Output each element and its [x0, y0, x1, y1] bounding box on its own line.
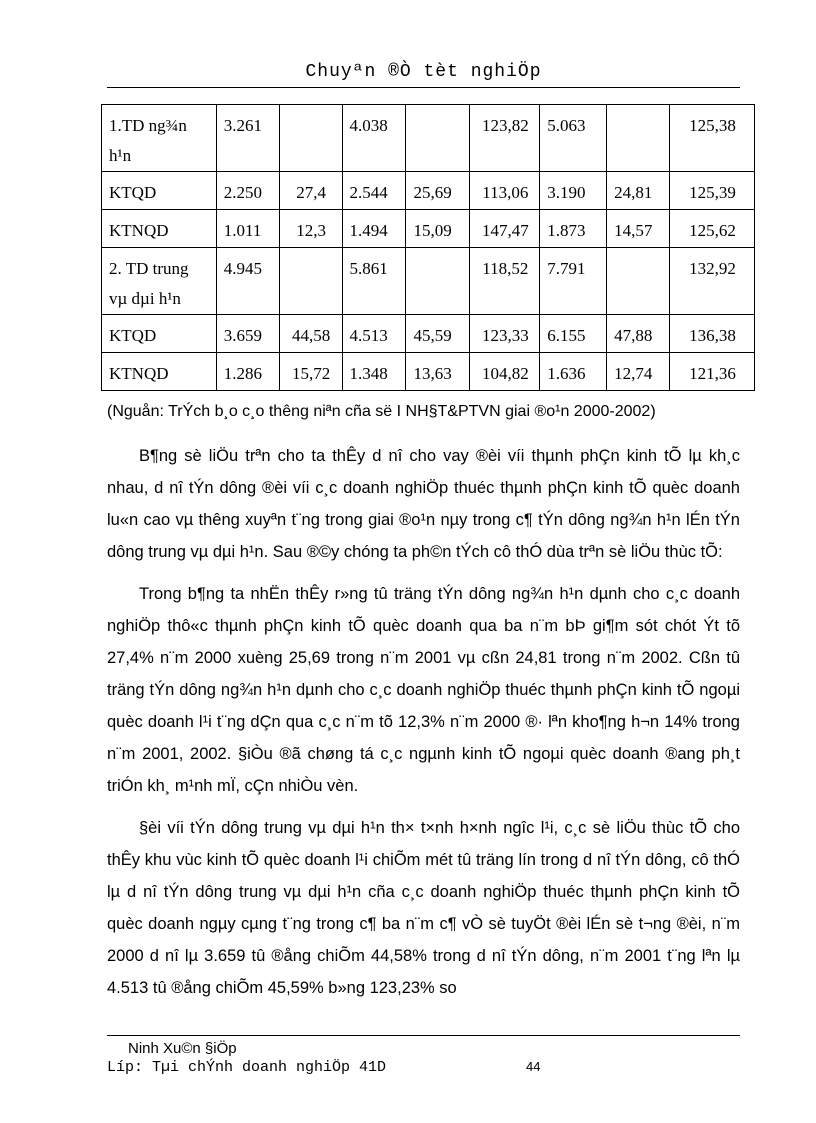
table-cell: 15,72: [279, 353, 342, 391]
row-label: KTQD: [102, 315, 217, 353]
header-divider: [107, 87, 740, 88]
table-cell: 6.155: [540, 315, 607, 353]
table-cell: 113,06: [470, 172, 540, 210]
table-source-note: (Nguån: TrÝch b¸o c¸o thêng niªn cña së I NH§T&PTVN giai ®o¹n 2000-2002): [107, 403, 656, 420]
paragraph: B¶ng sè liÖu trªn cho ta thÊy d nî cho vay ®èi víi thµnh phÇn kinh tÕ lµ kh¸c nhau, d nî tÝn dông ®èi víi c¸c doanh nghiÖp thuéc thµnh phÇn kinh tÕ quèc doanh lu«n cao vµ thêng xuyªn t¨ng trong giai ®o¹n nµy trong c¶ tÝn dông ng¾n h¹n lÉn tÝn dông trung vµ dµi h¹n. Sau ®©y chóng ta ph©n tÝch cô thÓ dùa trªn sè liÖu thùc tÕ:: [107, 447, 740, 561]
table-row: [102, 353, 755, 391]
table-cell: 4.945: [216, 248, 279, 315]
paragraph: §èi víi tÝn dông trung vµ dµi h¹n th× t×nh h×nh ngîc l¹i, c¸c sè liÖu thùc tÕ cho thÊy khu vùc kinh tÕ quèc doanh l¹i chiÕm mét tû träng lín trong d nî tÝn dông, cô thÓ lµ d nî tÝn dông trung vµ dµi h¹n cña c¸c doanh nghiÖp thuéc thµnh phÇn kinh tÕ quèc doanh ngµy cµng t¨ng trong c¶ ba n¨m c¶ vÒ sè tuyÖt ®èi lÉn sè t¬ng ®èi, n¨m 2000 d nî lµ 3.659 tû ®ång chiÕm 44,58% trong d nî tÝn dông, n¨m 2001 t¨ng lªn lµ 4.513 tû ®ång chiÕm 45,59% b»ng 123,23% so: [107, 819, 740, 997]
table-cell: 125,62: [670, 210, 755, 248]
table-cell: 1.494: [342, 210, 406, 248]
table-row: [102, 315, 755, 353]
row-label: KTQD: [102, 172, 217, 210]
table-cell: 3.261: [216, 105, 279, 172]
table-cell: 15,09: [406, 210, 470, 248]
row-label: 1.TD ng¾n h¹n: [102, 105, 217, 172]
table-cell: 125,39: [670, 172, 755, 210]
table-cell: 1.348: [342, 353, 406, 391]
row-label: KTNQD: [102, 210, 217, 248]
table-cell: 44,58: [279, 315, 342, 353]
table-cell: 7.791: [540, 248, 607, 315]
table-cell: 104,82: [470, 353, 540, 391]
table-cell: 45,59: [406, 315, 470, 353]
footer-class-label: Líp: Tµi chÝnh doanh nghiÖp 41D: [107, 1059, 387, 1076]
table-cell: 121,36: [670, 353, 755, 391]
footer-divider: [107, 1035, 740, 1036]
table-cell: 25,69: [406, 172, 470, 210]
page-number: 44: [526, 1059, 541, 1074]
page-header-title: Chuyªn ®Ò tèt nghiÖp: [305, 62, 542, 82]
table-cell: 132,92: [670, 248, 755, 315]
table-cell: 2.250: [216, 172, 279, 210]
table-cell: 1.873: [540, 210, 607, 248]
table-cell: 12,74: [607, 353, 670, 391]
table-cell: 4.513: [342, 315, 406, 353]
table-cell: 27,4: [279, 172, 342, 210]
table-cell: 136,38: [670, 315, 755, 353]
table-cell: 12,3: [279, 210, 342, 248]
table-cell: 3.190: [540, 172, 607, 210]
table-cell: 118,52: [470, 248, 540, 315]
table-cell: [279, 105, 342, 172]
body-text: [107, 440, 740, 1014]
table-cell: 5.861: [342, 248, 406, 315]
table-row: [102, 210, 755, 248]
table-cell: [607, 105, 670, 172]
table-cell: 13,63: [406, 353, 470, 391]
table-cell: 5.063: [540, 105, 607, 172]
table-cell: 123,33: [470, 315, 540, 353]
table-cell: 1.286: [216, 353, 279, 391]
table-cell: [607, 248, 670, 315]
table-cell: 24,81: [607, 172, 670, 210]
table-cell: 14,57: [607, 210, 670, 248]
table-row: [102, 248, 755, 315]
table-cell: 3.659: [216, 315, 279, 353]
row-label: 2. TD trung vµ dµi h¹n: [102, 248, 217, 315]
table-cell: 147,47: [470, 210, 540, 248]
table-row: [102, 105, 755, 172]
credit-structure-table: [101, 104, 755, 391]
table-cell: [406, 105, 470, 172]
table-cell: 1.636: [540, 353, 607, 391]
footer-author: Ninh Xu©n §iÖp: [128, 1040, 237, 1057]
table-cell: [279, 248, 342, 315]
table-cell: 123,82: [470, 105, 540, 172]
table-cell: 2.544: [342, 172, 406, 210]
paragraph: Trong b¶ng ta nhËn thÊy r»ng tû träng tÝn dông ng¾n h¹n dµnh cho c¸c doanh nghiÖp thô«c thµnh phÇn kinh tÕ quèc doanh qua ba n¨m bÞ gi¶m sót chót Ýt tõ 27,4% n¨m 2000 xuèng 25,69 trong n¨m 2001 vµ cßn 24,81 trong n¨m 2002. Cßn tû träng tÝn dông ng¾n h¹n dµnh cho c¸c doanh nghiÖp thuéc thµnh phÇn kinh tÕ ngoµi quèc doanh l¹i t¨ng dÇn qua c¸c n¨m tõ 12,3% n¨m 2000 ®· lªn kho¶ng h¬n 14% trong n¨m 2001, 2002. §iÒu ®ã chøng tá c¸c ngµnh kinh tÕ ngoµi quèc doanh ®ang ph¸t triÓn kh¸ m¹nh mÏ, cÇn nhiÒu vèn.: [107, 585, 740, 795]
table-cell: 47,88: [607, 315, 670, 353]
table-cell: 4.038: [342, 105, 406, 172]
table-cell: [406, 248, 470, 315]
table-cell: 125,38: [670, 105, 755, 172]
table-cell: 1.011: [216, 210, 279, 248]
table-row: [102, 172, 755, 210]
row-label: KTNQD: [102, 353, 217, 391]
